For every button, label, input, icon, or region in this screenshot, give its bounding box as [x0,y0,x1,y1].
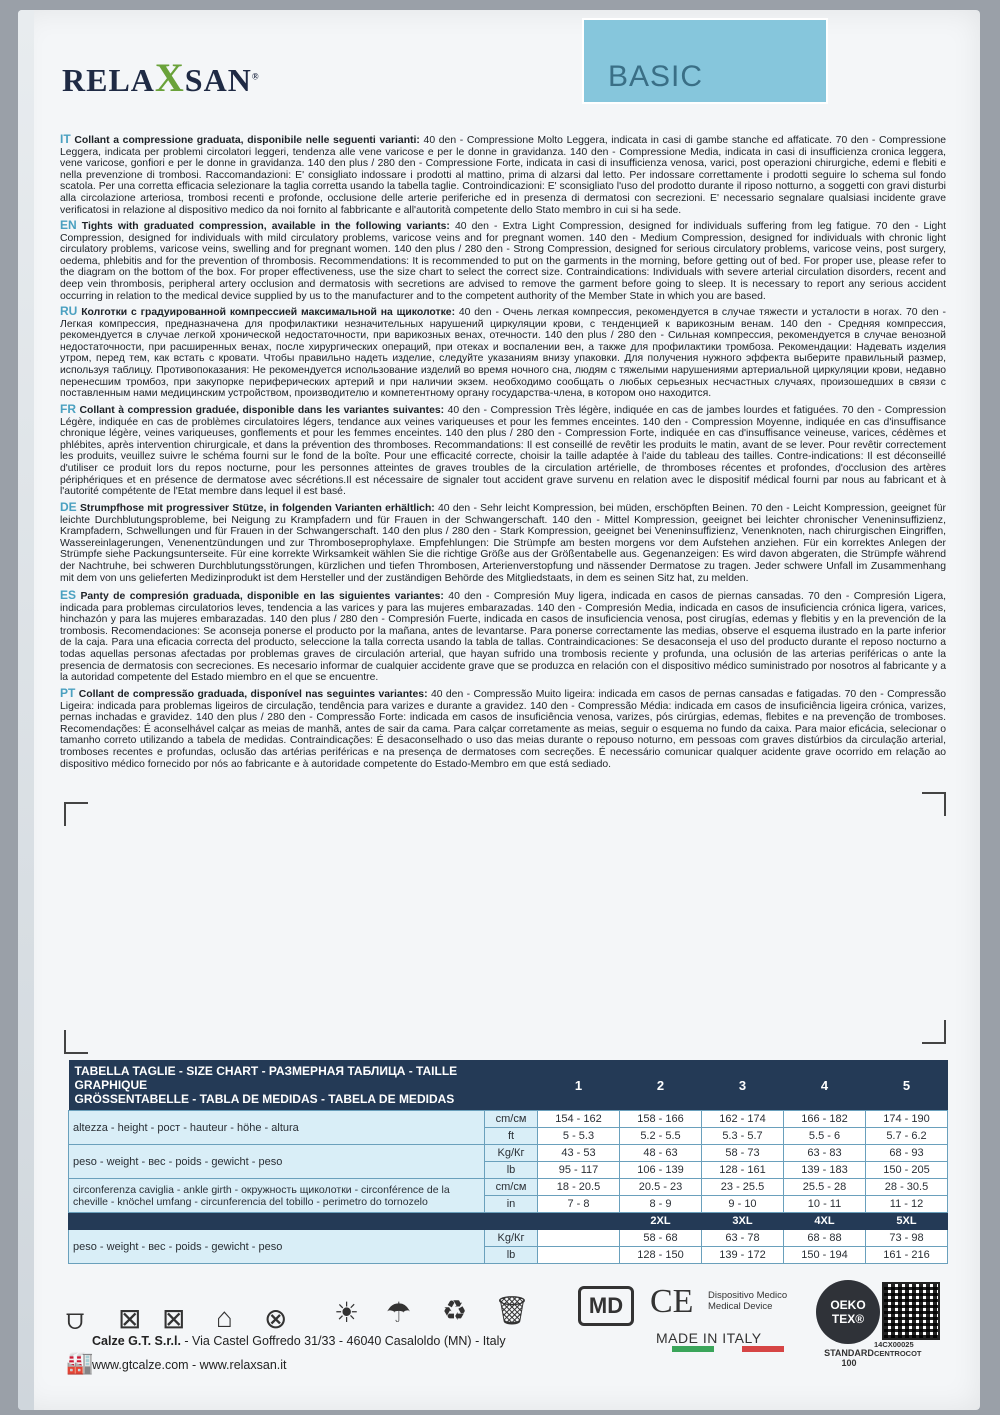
value-cell: 68 - 93 [866,1145,948,1162]
keep-dry-icon: ☂ [386,1297,412,1328]
value-cell: 150 - 194 [784,1247,866,1264]
size-header: 4 [784,1060,866,1111]
value-cell: 5.3 - 5.7 [702,1128,784,1145]
value-cell: 154 - 162 [538,1111,620,1128]
ce-mark: CE [650,1283,694,1320]
section-en [60,220,946,302]
medical-device-label [708,1290,787,1312]
size-chart-table [68,1060,948,1264]
brand-logo [62,54,260,101]
value-cell: 25.5 - 28 [784,1179,866,1196]
row-label-height: altezza - height - рост - hauteur - höhe - altura [69,1111,485,1145]
company-name: Calze G.T. S.r.l. [92,1334,181,1348]
no-dry-clean-icon: ⊗ [264,1303,288,1334]
recycle-icon: ♻ [442,1295,468,1326]
size-header: 5 [866,1060,948,1111]
value-cell: 10 - 11 [784,1196,866,1213]
section-pt [60,688,946,770]
size-header: 3 [702,1060,784,1111]
value-cell: 5.2 - 5.5 [620,1128,702,1145]
corner-mark-top-left [64,802,88,826]
no-iron-icon: ⌂ [216,1302,233,1333]
italy-flag-red [742,1346,784,1352]
made-in-italy: MADE IN ITALY [656,1330,762,1346]
device-line2: Medical Device [708,1301,773,1312]
size-header: 1 [538,1060,620,1111]
value-cell: 63 - 78 [702,1230,784,1247]
value-cell: 11 - 12 [866,1196,948,1213]
size-chart-title [69,1060,538,1111]
value-cell: 139 - 172 [702,1247,784,1264]
row-label-weight: peso - weight - вес - poids - gewicht - peso [69,1145,485,1179]
standard-line2: 100 [841,1358,857,1368]
section-it [60,134,946,216]
unit-cell: lb [485,1247,538,1264]
no-bleach-icon: ⊠ [118,1303,142,1334]
unit-cell: cm/см [485,1179,538,1196]
value-cell: 8 - 9 [620,1196,702,1213]
value-cell: 7 - 8 [538,1196,620,1213]
table-row [69,1179,948,1196]
value-cell: 58 - 73 [702,1145,784,1162]
section-body: 40 den - Compression Très légère, indiquée en cas de jambes lourdes et fatiguées. 70 den - Compression Légère, indiquée en cas de problèmes circulatoires légers, tendance aux veines variqueuses et pour les femmes enceintes. 140 den - Compression Moyenne, indiquée en cas d'insuffisance chronique légère, veines variqueuses, gonflements et pour les femmes enceintes. 140 den plus / 280 den - Compression Forte, indiquée en cas d'insuffisance veineuse, varices, cédèmes et phlébites, après intervention chirurgicale, et dans la prévention des thromboses. Recommandations: Il est conseillé de revêtir les produits le matin, avant de se lever. Pour revêtir correctement les produits, veuillez suivre le schéma fourni sur le fond de la boîte. Pour une efficacité correcte, choisir la taille adaptée à l'aide du tableau des tailles. Contre-indications: Il est déconseillé d'utiliser ce produit lors du repos nocturne, pour les personnes atteintes de graves troubles de la circulation artérielle, de thromboses récentes et profondes, d'occlusion des artères périphériques et en présence de dermatose avec sécrétions.Il est nécessaire de signaler tout accident grave survenu en relation avec le dispositif médical fourni par nous au fabricant et à l'autorité compétente de l'Etat membre dans lequel il est basé. [60,405,946,498]
box-edge [18,10,34,1410]
company-address: - Via Castel Goffredo 31/33 - 46040 Casaloldo (MN) - Italy [180,1334,506,1348]
value-cell: 73 - 98 [866,1230,948,1247]
value-cell: 9 - 10 [702,1196,784,1213]
table-row [69,1230,948,1247]
section-heading: Колготки с градуированной компрессией максимальной на щиколотке: [81,307,456,318]
value-cell: 28 - 30.5 [866,1179,948,1196]
section-de [60,502,946,584]
value-cell: 150 - 205 [866,1162,948,1179]
size-header: 2 [620,1060,702,1111]
section-body: 40 den - Compresión Muy ligera, indicada en casos de piernas cansadas. 70 den - Compresión Ligera, indicada para problemas circulatorios leves, tendencia a las varices y para las mujeres embarazadas. 140 den - Compresión Media, indicada en casos de insuficiencia crónica ligera, varices, hinchazón y para las mujeres embarazadas. 140 den plus / 280 den - Compresión Fuerte, indicada en casos de insuficiencia venosa, post cirugías, edemas y flebitis y en la prevención de la trombosis. Recomendaciones: Se aconseja ponerse el producto por la mañana, antes de levantarse. Para ponerse correctamente las medias, observe el esquema ilustrado en la parte inferior de la caja. Para una eficacia correcta del producto, seleccione la talla correcta usando la tabla de tallas. Contraindicaciones: Se desaconseja el uso del producto durante el reposo nocturno a todas aquellas personas afectadas por problemas graves de circulación arterial, que hayan sufrido una trombosis reciente y profunda, una oclusión de las arterias periféricas o ante la presencia de dermatosis con secreciones. Es necesario informar de cualquier accidente grave que se produzca en relación con el dispositivo médico suministrado por nosotros al fabricante y a la autoridad competente del Estado miembro en el que se encuentre. [60,591,947,684]
product-label: BASIC [582,18,828,104]
xl-size-header-row [69,1213,948,1230]
keep-away-from-sun-icon: ☀ [334,1297,360,1328]
oeko-line2: TEX® [831,1312,865,1326]
lang-code: DE [60,500,77,514]
table-row [69,1111,948,1128]
value-cell: 139 - 183 [784,1162,866,1179]
size-header: 4XL [784,1213,866,1230]
value-cell: 106 - 139 [620,1162,702,1179]
size-chart-title-line2: GRÖSSENTABELLE - TABLA DE MEDIDAS - TABELA DE MEDIDAS [74,1092,455,1106]
package-box [18,10,980,1410]
section-heading: Collant a compressione graduata, disponibile nelle seguenti varianti: [74,135,420,146]
value-cell: 68 - 88 [784,1230,866,1247]
unit-cell: in [485,1196,538,1213]
brand-name-x: X [154,55,185,100]
corner-mark-bottom-left [64,1030,88,1054]
unit-cell: ft [485,1128,538,1145]
brand-name-part1: RELA [62,62,155,98]
factory-icon: 🏭 [66,1350,94,1375]
lang-code: ES [60,588,77,602]
oeko-tex-logo [816,1280,880,1344]
no-tumble-dry-icon: ⊠ [162,1303,186,1334]
value-cell: 95 - 117 [538,1162,620,1179]
value-cell: 161 - 216 [866,1247,948,1264]
section-fr [60,404,946,498]
section-body: 40 den - Очень легкая компрессия, рекомендуется в случае тяжести и усталости в ногах. 70 den - Легкая компрессия, предназначена для профилактики незначительных нарушений циркуляции крови, с тенденцией к варикозным венам. 140 den - Средняя компрессия, рекомендуется в случае легкой хронической недостаточности, при варикозных венах, отечности. 140 den plus / 280 den - Сильная компрессия, рекомендуется в случае венозной недостаточности, при расширенных венах, после хирургических операций, при отеках и воспалении вен, а также для профилактики тромбоза. Рекомендации: Надевать изделия утром, перед тем, как встать с кровати. Чтобы правильно надеть изделие, следуйте указаниям внизу упаковки. Для получения нужного эффекта выберите правильный размер, используя таблицу. Противопоказания: Не рекомендуется использование изделий во время ночного сна, людям с тяжелыми нарушениями артериальной циркуляции крови, недавно перенесшим тромбоз, при закупорке периферических артерий и при наличии экзем. необходимо сообщать о любых серьезных несчастных случаях, произошедших в связи с поставленным нами медицинским устройством, производителю и компетентному органу государства-члена, в котором оно находится. [60,307,946,400]
corner-mark-top-right [922,792,946,816]
value-cell: 20.5 - 23 [620,1179,702,1196]
value-cell: 162 - 174 [702,1111,784,1128]
italy-flag-green [672,1346,714,1352]
md-symbol: MD [578,1286,634,1326]
section-heading: Panty de compresión graduada, disponible en las siguientes variantes: [80,591,444,602]
empty-cell [538,1230,620,1247]
unit-cell: Kg/Кг [485,1145,538,1162]
section-heading: Strumpfhose mit progressiver Stütze, in folgenden Varianten erhältlich: [79,503,435,514]
company-info [92,1334,506,1348]
section-body: 40 den - Compressão Muito ligeira: indicada em casos de pernas cansadas e fatigadas. 70 den - Compressão Ligeira: indicada para problemas ligeiros de circulação, tendência para varizes e durante a gravidez. 140 den - Compressão Média: indicada em casos de insuficiência ligeira crónica, varizes, pernas inchadas e gravidez. 140 den plus / 280 den - Compressão Forte: indicada em casos de insuficiência venosa, varizes, pós cirúrgias, edemas, flebites e na prevenção de tromboses. Recomendações: É aconselhável calçar as meias de manhã, antes de sair da cama. Para calçar corretamente as meias, seguir o esquema no fundo da caixa. Para maior eficácia, selecionar o tamanho correto utilizando a tabela de medidas. Contraindicações: É desaconselhado o uso das meias durante o repouso noturno, em pessoas com graves distúrbios da circulação arterial, tromboses recentes e profundas, oclusão das artérias periféricas e na presença de dermatoses com secreções. É necessário comunicar qualquer acidente grave ocorrido em relação ao dispositivo médico fornecido por nós ao fabricante e à autoridade competente do Estado-Membro em que está sediado. [60,689,946,770]
section-es [60,590,946,684]
standard-line1: STANDARD [824,1348,874,1358]
size-chart [68,1060,948,1264]
section-body: 40 den - Sehr leicht Kompression, bei müden, erschöpften Beinen. 70 den - Leicht Kompression, geeignet für leichte Durchblutungsprobleme, bei Neigung zu Krampfadern und für Frauen in der Schwangerschaft. 140 den - Mittel Kompression, geeignet bei leichter chronischer Veneninsuffizienz, Krampfadern, Schwellungen und für Frauen in der Schwangerschaft. 140 den plus / 280 den - Stark Kompression, geeignet bei Veneninsuffizienz, Venenknoten, nach chirurgischen Eingriffen, Wassereinlagerungen, Venenentzündungen und zur Thromboseprophylaxe. Empfehlungen: Die Strümpfe am besten morgens vor dem Aufstehen anziehen. Für ein korrektes Anlegen der Strümpfe siehe Packungsunterseite. Für eine korrekte Wirksamkeit wählen Sie die richtige Größe aus der Größentabelle aus. Gegenanzeigen: Es wird davon abgeraten, die Strümpfe während der Nachtruhe, bei schweren Durchblutungsstörungen, kürzlichen und tiefen Thrombosen, Arterienverstopfung und nässender Dermatose zu tragen. Jeder schwere Unfall im Zusammenhang mit dem von uns gelieferten Medizinprodukt ist dem Hersteller und der zuständigen Behörde des Mitgliedstaats, in dem es seinen Sitz hat, zu melden. [60,503,946,584]
section-body: 40 den - Extra Light Compression, designed for individuals suffering from leg fatigue. 70 den - Light Compression, designed for individuals with mild circulatory problems, varicose veins and for pregnant women. 140 den - Medium Compression, designed for individuals with chronic light circulatory problems, varicose veins, swelling and for pregnant women. 140 den plus / 280 den - Strong Compression, designed for serious circulatory problems, varicose veins, post surgery, oedema, phlebitis and for the prevention of thrombosis. Recommendations: It is recommended to put on the garments in the morning, before getting out of bed. For proper use, please refer to the diagram on the bottom of the box. For proper effectiveness, use the size chart to select the correct size. Contraindications: Individuals with severe arterial circulation disorders, recent and deep vein thrombosis, peripheral artery occlusion and dermatosis with secretions are advised to remove the garment before going to sleep. It is necessary to report any serious accident occurring in relation to the medical device supplied by us to the manufacturer and to the competent authority of the Member State in which you are based. [60,221,947,302]
value-cell: 166 - 182 [784,1111,866,1128]
lang-code: FR [60,402,76,416]
section-heading: Collant à compression graduée, disponible dans les variantes suivantes: [79,405,445,416]
lang-code: PT [60,686,76,700]
lang-code: RU [60,304,78,318]
value-cell: 43 - 53 [538,1145,620,1162]
value-cell: 5.7 - 6.2 [866,1128,948,1145]
size-header: 2XL [620,1213,702,1230]
certificate-code [874,1340,922,1358]
empty-cell [538,1247,620,1264]
value-cell: 158 - 166 [620,1111,702,1128]
section-ru [60,306,946,400]
size-chart-title-line1: TABELLA TAGLIE - SIZE CHART - РАЗМЕРНАЯ ТАБЛИЦА - TAILLE GRAPHIQUE [74,1064,458,1092]
size-header: 3XL [702,1213,784,1230]
xl-header-spacer [69,1213,620,1230]
value-cell: 63 - 83 [784,1145,866,1162]
corner-mark-bottom-right [922,1020,946,1044]
row-label-ankle: circonferenza caviglia - ankle girth - окружность щиколотки - circonférence de la cheville - knöchel umfang - circunferencia del tobillo - perimetro do tornozelo [69,1179,485,1213]
device-line1: Dispositivo Medico [708,1290,788,1301]
value-cell: 128 - 150 [620,1247,702,1264]
unit-cell: Kg/Кг [485,1230,538,1247]
wash-tub-icon: ⩌ [66,1304,85,1335]
section-heading: Tights with graduated compression, available in the following variants: [81,221,450,232]
qr-code-icon [882,1282,940,1340]
section-heading: Collant de compressão graduada, disponível nas seguintes variantes: [78,689,428,700]
lang-code: IT [60,132,71,146]
unit-cell: lb [485,1162,538,1179]
value-cell: 18 - 20.5 [538,1179,620,1196]
value-cell: 48 - 63 [620,1145,702,1162]
value-cell: 174 - 190 [866,1111,948,1128]
oeko-line1: OEKO [830,1298,866,1312]
section-body: 40 den - Compressione Molto Leggera, indicata in casi di gambe stanche ed affaticate. 70 den - Compressione Leggera, indicata per problemi circolatori leggeri, tendenza alle vene varicose e per le donne in gravidanza. 140 den - Compressione Media, indicata in casi di insufficienza cronica leggera, vene varicose, gonfiori e per le donne in gravidanza. 140 den plus / 280 den - Compressione Forte, indicata in casi di insufficienza venosa, varici, post operazioni chirurgiche, edemi e flebiti e nella prevenzione di trombosi. Raccomandazioni: E' consigliato indossare i prodotti al mattino, prima di alzarsi dal letto. Per indossare correttamente i prodotti seguire lo schema sul fondo scatola. Per una corretta efficacia selezionare la taglia corretta usando la tabella taglie. Controindicazioni: E' sconsigliato l'uso del prodotto durante il riposo notturno, a soggetti con gravi disturbi alla circolazione arteriosa, trombosi recenti e profonde, occlusione delle arterie periferiche ed in presenza di dermatosi con secrezioni. E' necessario segnalare qualsiasi incidente grave verificatosi in relazione al dispositivo medico da noi fornito al fabbricante e all'autorità competente dello Stato membro in cui si ha sede. [60,135,947,216]
cert-line1: 14CX00025 [874,1340,914,1349]
waste-bin-icon: 🗑 [494,1295,530,1326]
value-cell: 58 - 68 [620,1230,702,1247]
unit-cell: cm/см [485,1111,538,1128]
value-cell: 23 - 25.5 [702,1179,784,1196]
lang-code: EN [60,218,77,232]
value-cell: 128 - 161 [702,1162,784,1179]
value-cell: 5 - 5.3 [538,1128,620,1145]
table-row [69,1145,948,1162]
cert-line2: CENTROCOT [874,1349,922,1358]
brand-name-part2: SAN [184,62,252,98]
value-cell: 5.5 - 6 [784,1128,866,1145]
size-header: 5XL [866,1213,948,1230]
registered-mark: ® [251,71,260,82]
row-label-xl-weight: peso - weight - вес - poids - gewicht - peso [69,1230,485,1264]
websites: www.gtcalze.com - www.relaxsan.it [92,1358,287,1372]
